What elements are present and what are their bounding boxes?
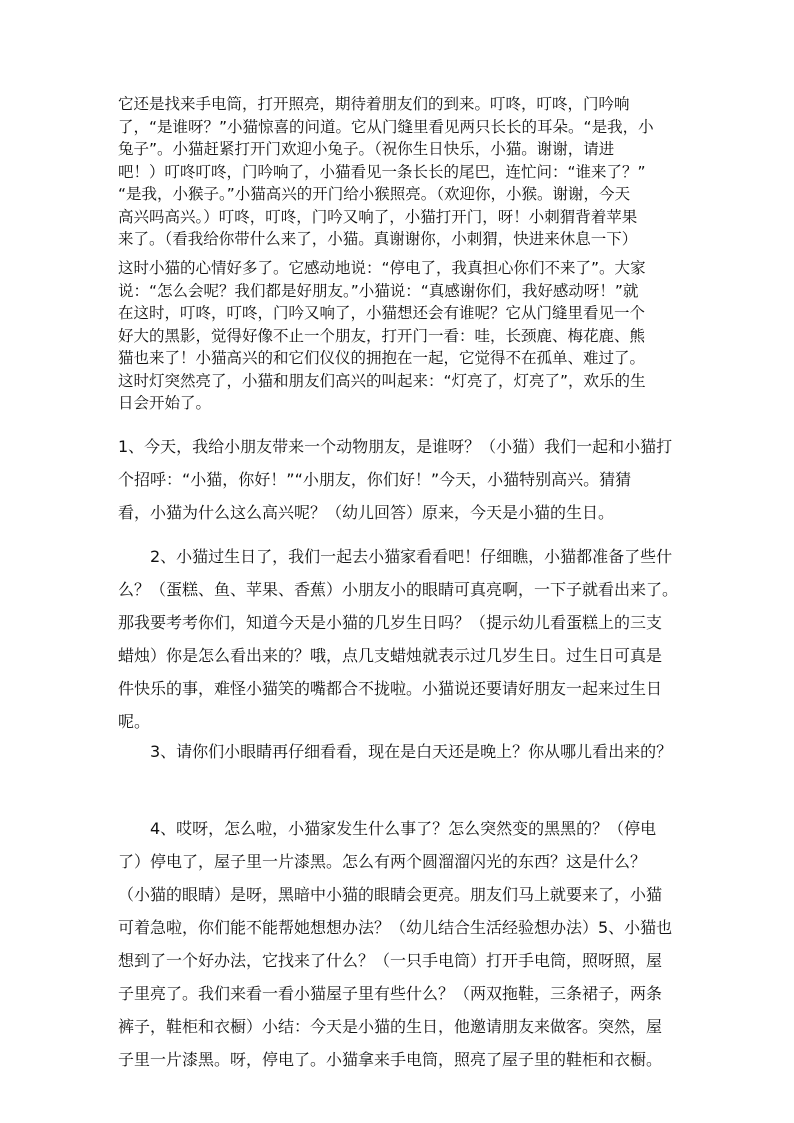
text-line: 吧！）叮咚叮咚，门吟响了，小猫看见一条长长的尾巴，连忙问：“谁来了？” (118, 162, 646, 181)
text-line: 了）停电了，屋子里一片漆黑。怎么有两个圆溜溜闪光的东西？这是什么？ (118, 852, 647, 871)
text-line: 猫也来了！小猫高兴的和它们仪仪的拥抱在一起，它觉得不在孤单、难过了。 (118, 349, 646, 367)
text-line: 2、小猫过生日了，我们一起去小猫家看看吧！仔细瞧，小猫都准备了些什 (118, 547, 673, 566)
text-line: 来了。（看我给你带什么来了，小猫。真谢谢你，小刺猬，快进来休息一下） (118, 230, 638, 248)
lesson-step-2 (118, 540, 678, 738)
text-line: 日会开始了。 (118, 394, 212, 412)
text-line: 个招呼：“小猫，你好！”“小朋友，你们好！”今天，小猫特别高兴。猜猜 (118, 470, 632, 489)
lesson-step-3 (118, 735, 672, 768)
text-line: 好大的黑影，觉得好像不止一个朋友，打开门一看：哇，长颈鹿、梅花鹿、熊 (118, 326, 646, 345)
text-line: 那我要考考你们，知道今天是小猫的几岁生日吗？（提示幼儿看蛋糕上的三支 (118, 613, 663, 632)
story-paragraph-1 (118, 93, 654, 251)
text-line: 想到了一个好办法，它找来了什么？（一只手电筒）打开手电筒，照呀照，屋 (118, 951, 663, 970)
text-line: 兔子”。小猫赶紧打开门欢迎小兔子。（祝你生日快乐，小猫。谢谢，请进 (118, 140, 615, 158)
text-line: 这时小猫的心情好多了。它感动地说：“停电了，我真担心你们不来了”。大家 (118, 259, 646, 277)
text-line: 看，小猫为什么这么高兴呢？（幼儿回答）原来，今天是小猫的生日。 (118, 503, 615, 522)
text-line: （小猫的眼睛）是呀，黑暗中小猫的眼睛会更亮。朋友们马上就要来了，小猫 (118, 885, 663, 904)
text-line: “是我，小猴子。”小猫高兴的开门给小猴照亮。（欢迎你，小猴。谢谢，今天 (118, 185, 631, 203)
text-line: 4、哎呀，怎么啦，小猫家发生什么事了？怎么突然变的黑黑的？（停电 (118, 819, 657, 838)
text-line: 3、请你们小眼睛再仔细看看，现在是白天还是晚上？你从哪儿看出来的？ (118, 742, 673, 761)
lesson-step-1 (118, 430, 672, 529)
text-line: 件快乐的事，难怪小猫笑的嘴都合不拢啦。小猫说还要请好朋友一起来过生日 (118, 679, 663, 698)
text-line: 可着急啦，你们能不能帮她想想办法？（幼儿结合生活经验想办法）5、小猫也 (118, 918, 673, 937)
text-line: 说：“怎么会呢？我们都是好朋友。”小猫说：“真感谢你们，我好感动呀！”就 (118, 281, 639, 300)
text-line: 裤子，鞋柜和衣橱）小结：今天是小猫的生日，他邀请朋友来做客。突然，屋 (118, 1017, 663, 1036)
text-line: 么？（蛋糕、鱼、苹果、香蕉）小朋友小的眼睛可真亮啊，一下子就看出来了。 (118, 580, 679, 599)
text-line: 这时灯突然亮了，小猫和朋友们高兴的叫起来：“灯亮了，灯亮了”，欢乐的生 (118, 371, 646, 390)
text-line: 子里亮了。我们来看一看小猫屋子里有些什么？（两双拖鞋，三条裙子，两条 (118, 984, 663, 1003)
lesson-step-4 (118, 812, 672, 1076)
text-line: 子里一片漆黑。呀，停电了。小猫拿来手电筒，照亮了屋子里的鞋柜和衣橱。 (118, 1050, 663, 1069)
story-paragraph-2 (118, 257, 646, 415)
text-line: 1、今天，我给小朋友带来一个动物朋友，是谁呀？（小猫）我们一起和小猫打 (118, 437, 673, 456)
text-line: 蜡烛）你是怎么看出来的？哦，点几支蜡烛就表示过几岁生日。过生日可真是 (118, 646, 663, 665)
text-line: 它还是找来手电筒，打开照亮，期待着朋友们的到来。叮咚，叮咚，门吟响 (118, 95, 630, 113)
text-line: 在这时，叮咚，叮咚，门吟又响了，小猫想还会有谁呢？它从门缝里看见一个 (118, 304, 646, 322)
text-line: 呢。 (118, 712, 151, 731)
text-line: 高兴吗高兴。）叮咚，叮咚，门吟又响了，小猫打开门，呀！小刺猬背着苹果 (118, 207, 638, 226)
text-line: 了，“是谁呀？”小猫惊喜的问道。它从门缝里看见两只长长的耳朵。“是我，小 (118, 117, 654, 136)
